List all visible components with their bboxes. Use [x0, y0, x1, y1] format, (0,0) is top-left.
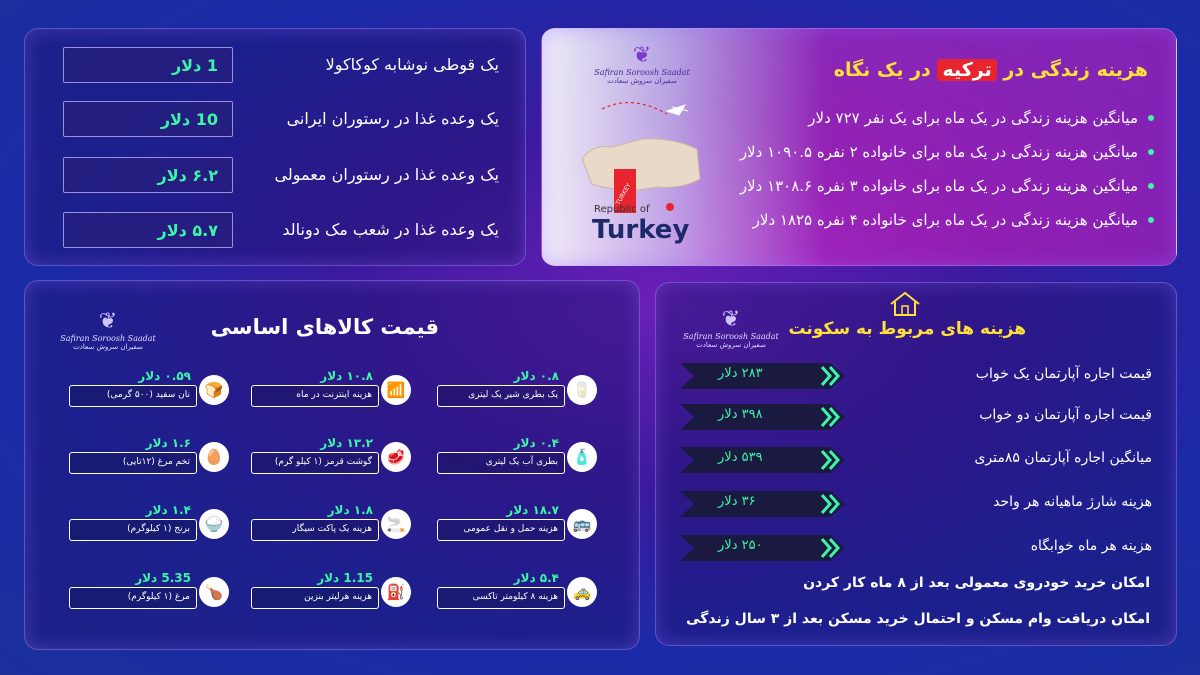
- housing-label: قیمت اجاره آپارتمان دو خواب: [979, 407, 1152, 423]
- housing-note: امکان دریافت وام مسکن و احتمال خرید مسکن بعد از ۳ سال زندگی: [686, 611, 1150, 627]
- housing-title: هزینه های مربوط به سکونت: [788, 319, 1026, 339]
- goods-label: بطری آب یک لیتری: [485, 457, 558, 467]
- goods-card: [437, 436, 605, 486]
- price-row: [25, 101, 526, 139]
- bus-icon: 🚌: [567, 509, 597, 539]
- housing-label: قیمت اجاره آپارتمان یک خواب: [975, 366, 1152, 382]
- price-bar: [680, 491, 850, 517]
- goods-price: ۱.۸ دلار: [327, 503, 373, 517]
- housing-row: [656, 398, 1177, 434]
- housing-label: هزینه شارژ ماهیانه هر واحد: [993, 494, 1152, 510]
- price-value: ۶.۲ دلار: [157, 166, 218, 185]
- price-row: [25, 212, 526, 250]
- goods-price: ۱.۴ دلار: [145, 503, 191, 517]
- goods-card: [437, 369, 605, 419]
- goods-card: [251, 503, 419, 553]
- housing-row: [656, 441, 1177, 477]
- housing-price: ۲۵۰ دلار: [718, 538, 763, 553]
- price-row: [25, 157, 526, 195]
- basic-prices-panel: [24, 28, 526, 266]
- list-item: میانگین هزینه زندگی در یک ماه برای خانواده ۳ نفره ۱۳۰۸.۶ دلار: [694, 169, 1154, 203]
- goods-price: 1.15 دلار: [317, 571, 373, 585]
- goods-price: ۱۰.۸ دلار: [320, 369, 373, 383]
- eggs-icon: 🥚: [199, 442, 229, 472]
- fuel-icon: ⛽: [381, 577, 411, 607]
- goods-label: هزینه یک پاکت سیگار: [292, 524, 372, 534]
- taxi-icon: 🚕: [567, 577, 597, 607]
- price-value: ۵.۷ دلار: [157, 221, 218, 240]
- map-caption-big: Turkey: [592, 215, 690, 245]
- goods-label: یک بطری شیر یک لیتری: [468, 390, 558, 400]
- price-bar: [680, 363, 850, 389]
- goods-price: ۱۳.۲ دلار: [320, 436, 373, 450]
- price-box: [63, 212, 233, 248]
- goods-price: ۰.۸ دلار: [513, 369, 559, 383]
- cigarette-icon: 🚬: [381, 509, 411, 539]
- meat-icon: 🥩: [381, 442, 411, 472]
- wings-icon: ❦: [98, 309, 118, 334]
- bullet-icon: [1148, 183, 1154, 189]
- brand-logo: ❦ Safiran Soroosh Saadat سفیران سروش سعادت: [53, 309, 163, 351]
- goods-card: [69, 369, 237, 419]
- housing-label: میانگین اجاره آپارتمان ۸۵متری: [974, 450, 1152, 466]
- svg-text:TURKEY: TURKEY: [614, 182, 633, 207]
- chicken-icon: 🍗: [199, 577, 229, 607]
- housing-price: ۳۹۸ دلار: [718, 407, 763, 422]
- overview-panel: [541, 28, 1177, 266]
- bread-icon: 🍞: [199, 375, 229, 405]
- overview-title: هزینه زندگی در ترکیه در یک نگاه: [833, 59, 1148, 81]
- list-item: میانگین هزینه زندگی در یک ماه برای خانواده ۲ نفره ۱۰۹۰.۵ دلار: [694, 135, 1154, 169]
- overview-bullets: [694, 101, 1154, 237]
- list-item: میانگین هزینه زندگی در یک ماه برای خانواده ۴ نفره ۱۸۲۵ دلار: [694, 203, 1154, 237]
- goods-label: هزینه حمل و نقل عمومی: [463, 524, 558, 534]
- wings-icon: ❦: [721, 307, 741, 332]
- price-label: یک وعده غذا در رستوران ایرانی: [286, 109, 499, 128]
- price-box: [63, 101, 233, 137]
- goods-panel: [24, 280, 640, 650]
- goods-label: نان سفید (۵۰۰ گرمی): [106, 390, 190, 400]
- map-caption-small: Republic of: [594, 204, 650, 215]
- goods-price: ۵.۴ دلار: [513, 571, 559, 585]
- goods-price: ۰.۴ دلار: [513, 436, 559, 450]
- price-box: [63, 47, 233, 83]
- price-bar: [680, 535, 850, 561]
- housing-price: ۵۳۹ دلار: [718, 450, 763, 465]
- brand-logo: ❦ Safiran Soroosh Saadat سفیران سروش سعادت: [676, 307, 786, 349]
- housing-note: امکان خرید خودروی معمولی بعد از ۸ ماه کار کردن: [803, 575, 1150, 591]
- price-row: [25, 47, 526, 85]
- title-highlight: ترکیه: [937, 59, 996, 81]
- goods-label: برنج (۱ کیلوگرم): [127, 524, 190, 534]
- goods-card: [251, 436, 419, 486]
- price-bar: [680, 447, 850, 473]
- price-bar: [680, 404, 850, 430]
- goods-card: [251, 369, 419, 419]
- house-icon: [888, 291, 922, 317]
- wifi-icon: 📶: [381, 375, 411, 405]
- milk-icon: 🥛: [567, 375, 597, 405]
- housing-row: [656, 357, 1177, 393]
- goods-card: [69, 503, 237, 553]
- goods-price: 5.35 دلار: [135, 571, 191, 585]
- goods-price: ۱.۶ دلار: [145, 436, 191, 450]
- brand-logo: ❦ Safiran Soroosh Saadat سفیران سروش سعادت: [582, 43, 702, 85]
- price-label: یک قوطی نوشابه کوکاکولا: [325, 55, 499, 74]
- housing-label: هزینه هر ماه خوابگاه: [1030, 538, 1152, 554]
- goods-card: [69, 571, 237, 621]
- goods-label: مرغ (۱ کیلوگرم): [127, 592, 190, 602]
- goods-price: ۰.۵۹ دلار: [138, 369, 191, 383]
- housing-price: ۳۶ دلار: [718, 494, 756, 509]
- rice-icon: 🍚: [199, 509, 229, 539]
- goods-label: گوشت قرمز (۱ کیلو گرم): [274, 457, 372, 467]
- housing-price: ۲۸۳ دلار: [718, 366, 763, 381]
- water-bottle-icon: 🧴: [567, 442, 597, 472]
- goods-card: [251, 571, 419, 621]
- housing-row: [656, 485, 1177, 521]
- housing-panel: [655, 282, 1177, 646]
- goods-label: تخم مرغ (۱۲تایی): [122, 457, 190, 467]
- goods-title: قیمت کالاهای اساسی: [210, 315, 439, 339]
- price-value: 1 دلار: [171, 56, 218, 75]
- goods-label: هزینه اینترنت در ماه: [296, 390, 372, 400]
- bullet-icon: [1148, 217, 1154, 223]
- bullet-icon: [1148, 115, 1154, 121]
- price-label: یک وعده غذا در رستوران معمولی: [274, 165, 499, 184]
- goods-price: ۱۸.۷ دلار: [506, 503, 559, 517]
- list-item: میانگین هزینه زندگی در یک ماه برای یک نفر ۷۲۷ دلار: [694, 101, 1154, 135]
- goods-label: هزینه ۸ کیلومتر تاکسی: [472, 592, 558, 602]
- bullet-icon: [1148, 149, 1154, 155]
- wings-icon: ❦: [632, 43, 652, 68]
- goods-card: [437, 571, 605, 621]
- goods-label: هزینه هرلیتر بنزین: [304, 592, 372, 602]
- goods-card: [69, 436, 237, 486]
- price-label: یک وعده غذا در شعب مک دونالد: [282, 220, 499, 239]
- price-value: 10 دلار: [160, 110, 218, 129]
- goods-card: [437, 503, 605, 553]
- housing-row: [656, 529, 1177, 565]
- price-box: [63, 157, 233, 193]
